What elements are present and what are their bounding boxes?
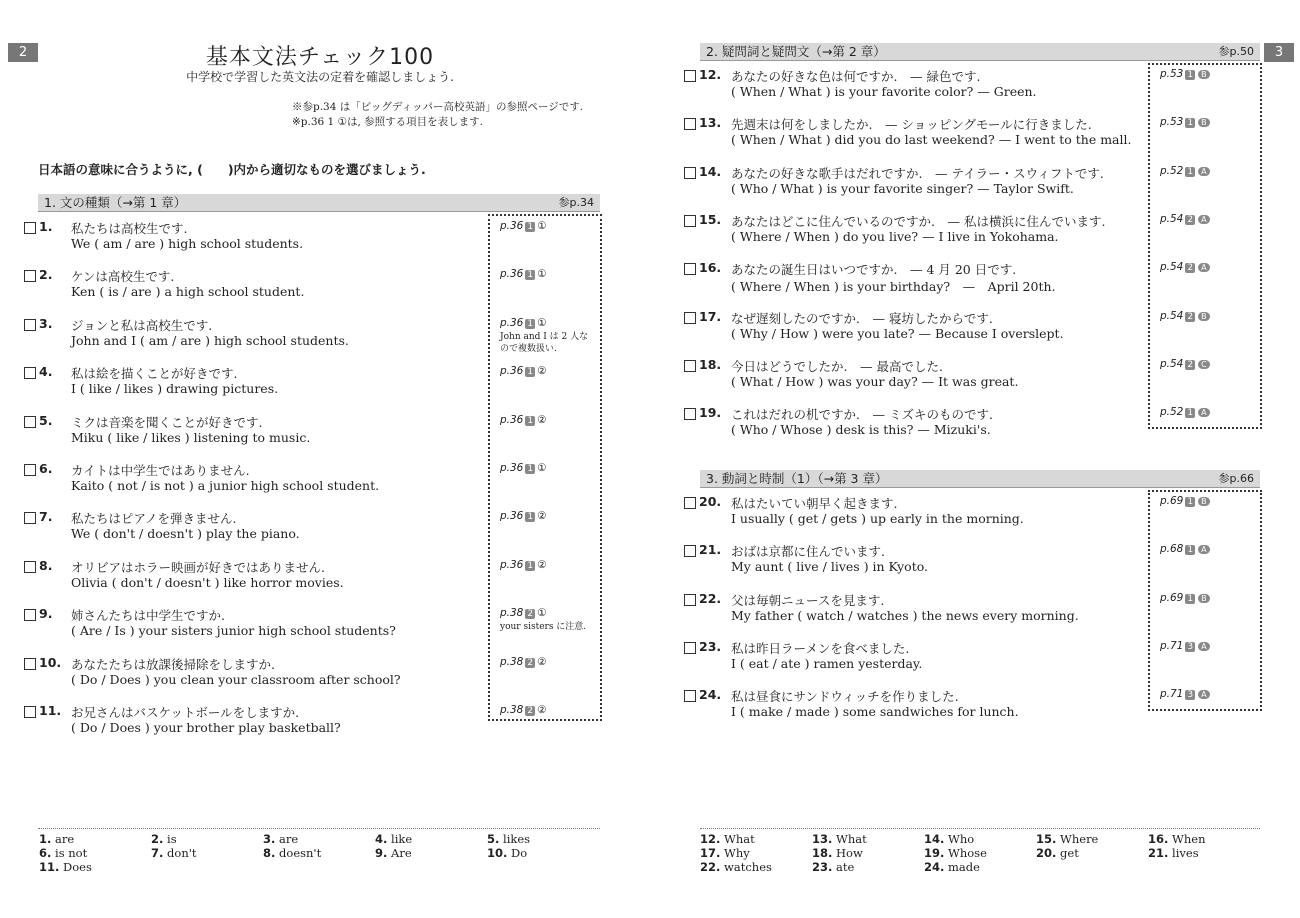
answer-text: made [948, 860, 980, 874]
reference-page: p.68 [1160, 543, 1184, 556]
page-reference [1160, 310, 1210, 322]
checkbox[interactable] [24, 658, 36, 670]
answer-number: 10. [487, 846, 508, 860]
question-english: ( Are / Is ) your sisters junior high school students? [71, 623, 396, 639]
reference-item: ② [537, 413, 547, 426]
reference-section-badge: 3 [1187, 641, 1194, 652]
question-number: 24. [699, 687, 722, 703]
answer-text: get [1060, 846, 1079, 860]
reference-section-badge: 1 [1187, 166, 1194, 177]
page-reference [500, 220, 547, 232]
checkbox[interactable] [24, 319, 36, 331]
section-header-1 [38, 194, 600, 212]
page-reference [500, 656, 547, 668]
reference-page: p.36 [500, 220, 524, 232]
question-english: ( What / How ) was your day? — It was great. [731, 373, 1019, 389]
question-english: ( Why / How ) were you late? — Because I overslept. [731, 325, 1064, 341]
answer-text: Are [391, 846, 412, 860]
page-reference [500, 510, 547, 522]
question-number: 4. [39, 364, 53, 380]
reference-item: ② [537, 558, 547, 571]
reference-section-badge: 2 [527, 657, 534, 668]
answer-item [924, 846, 987, 860]
reference-item: A [1198, 545, 1209, 554]
answer-text: doesn't [279, 846, 322, 860]
question-japanese: あなたの誕生日はいつですか. — 4 月 20 日です. [731, 262, 1017, 278]
section-header-3 [700, 470, 1260, 488]
reference-page: p.71 [1160, 688, 1184, 701]
answer-divider-left [38, 828, 600, 829]
checkbox[interactable] [24, 512, 36, 524]
section-ref: 参p.34 [558, 196, 594, 209]
reference-page: p.36 [500, 268, 524, 281]
reference-section-badge: 2 [1187, 359, 1194, 370]
reference-item: ② [537, 365, 547, 378]
answer-number: 11. [39, 860, 60, 874]
page-reference [1160, 68, 1210, 80]
answer-text: Does [63, 860, 92, 874]
reference-page: p.71 [1160, 639, 1184, 652]
answer-number: 12. [700, 832, 721, 846]
answer-item [151, 832, 177, 846]
reference-note-1: ※参p.34 は「ビッグディッパー高校英語」の参照ページです. [292, 101, 584, 113]
answer-number: 6. [39, 846, 52, 860]
question-number: 8. [39, 557, 53, 573]
reference-note: John and I は 2 人なので複数扱い. [500, 331, 589, 354]
reference-section-badge: 1 [527, 464, 534, 474]
answer-item [375, 832, 412, 846]
answer-number: 4. [375, 832, 388, 846]
section-ref: 参p.50 [1218, 45, 1254, 58]
question-number: 17. [699, 308, 722, 324]
checkbox[interactable] [24, 270, 36, 282]
reference-page: p.69 [1160, 495, 1184, 507]
question-japanese: ケンは高校生です. [71, 269, 175, 285]
answer-item [487, 846, 527, 860]
checkbox[interactable] [684, 118, 696, 130]
reference-item: B [1198, 497, 1210, 506]
reference-page: p.36 [500, 558, 524, 571]
answer-text: Whose [948, 846, 987, 860]
reference-item: ② [537, 704, 547, 716]
reference-section-badge: 2 [1187, 311, 1194, 322]
question-english: ( Do / Does ) your brother play basketball? [71, 720, 341, 735]
answer-item [487, 832, 530, 846]
question-english: We ( am / are ) high school students. [71, 236, 304, 251]
question-number: 2. [39, 267, 53, 283]
question-english: ( Who / Whose ) desk is this? — Mizuki's. [731, 422, 991, 438]
page-title: 基本文法チェック100 [205, 45, 435, 70]
answer-number: 20. [1036, 846, 1057, 860]
reference-section-badge: 1 [1187, 408, 1194, 419]
answer-item [812, 860, 854, 874]
page-reference [1160, 688, 1210, 700]
answer-item [151, 846, 197, 860]
reference-section-badge: 1 [527, 318, 534, 329]
question-english: ( Where / When ) is your birthday? — April 20th. [731, 279, 1056, 295]
page-reference [500, 268, 547, 280]
checkbox[interactable] [684, 312, 696, 324]
answer-item [39, 832, 74, 846]
question-japanese: 姉さんたちは中学生ですか. [71, 608, 225, 624]
question-english: I ( eat / ate ) ramen yesterday. [731, 655, 923, 671]
section-ref: 参p.66 [1218, 472, 1254, 485]
question-english: I ( make / made ) some sandwiches for lunch. [731, 704, 1019, 720]
question-japanese: あなたたちは放課後掃除をしますか. [71, 656, 275, 672]
question-number: 20. [699, 494, 722, 509]
answer-text: What [836, 832, 867, 846]
reference-item: A [1198, 215, 1209, 224]
page-reference [1160, 116, 1210, 128]
answer-text: lives [1172, 846, 1199, 860]
answer-number: 14. [924, 832, 945, 846]
checkbox[interactable] [684, 497, 696, 509]
reference-item: ① [537, 316, 547, 329]
answer-number: 24. [924, 860, 945, 874]
question-japanese: 父は毎朝ニュースを見ます. [731, 592, 885, 608]
reference-section-badge: 2 [527, 609, 534, 620]
reference-section-badge: 1 [527, 367, 534, 378]
answer-text: don't [167, 846, 197, 860]
checkbox[interactable] [24, 561, 36, 573]
answer-number: 15. [1036, 832, 1057, 846]
question-number: 22. [699, 590, 722, 606]
checkbox[interactable] [684, 263, 696, 275]
reference-page: p.38 [500, 607, 524, 620]
question-english: ( When / What ) did you do last weekend? — I went to the mall. [731, 132, 1132, 148]
answer-item [924, 832, 974, 846]
checkbox[interactable] [684, 167, 696, 179]
reference-page: p.53 [1160, 68, 1184, 80]
checkbox[interactable] [684, 594, 696, 606]
reference-page: p.36 [500, 413, 524, 426]
question-japanese: オリビアはホラー映画が好きではありません. [71, 559, 325, 575]
question-english: ( Where / When ) do you live? — I live in Yokohama. [731, 228, 1059, 244]
page-reference [500, 317, 592, 355]
section-label: 2. 疑問詞と疑問文（→第 2 章） [706, 44, 886, 59]
answer-number: 17. [700, 846, 721, 860]
question-number: 3. [39, 315, 53, 331]
question-japanese: あなたの好きな歌手はだれですか. — テイラー・スウィフトです. [731, 165, 1104, 181]
reference-section-badge: 3 [1187, 690, 1194, 701]
question-number: 15. [699, 211, 722, 227]
checkbox[interactable] [684, 408, 696, 420]
answer-item [1036, 846, 1079, 860]
reference-item: B [1198, 594, 1210, 603]
answer-text: likes [503, 832, 531, 846]
reference-page: p.38 [500, 655, 524, 668]
question-english: We ( don't / doesn't ) play the piano. [71, 526, 300, 542]
question-japanese: ミクは音楽を聞くことが好きです. [71, 414, 263, 430]
question-japanese: 私たちはピアノを弾きません. [71, 511, 237, 527]
question-japanese: お兄さんはバスケットボールをしますか. [71, 705, 300, 720]
answer-text: Why [724, 846, 750, 860]
page-reference [500, 365, 547, 377]
question-english: Kaito ( not / is not ) a junior high school student. [71, 478, 380, 493]
question-japanese: 私はたいてい朝早く起きます. [731, 496, 898, 511]
answer-item [263, 832, 298, 846]
reference-section-badge: 1 [1187, 70, 1194, 80]
question-number: 14. [699, 163, 722, 179]
question-number: 9. [39, 606, 53, 622]
question-english: My aunt ( live / lives ) in Kyoto. [731, 559, 928, 575]
reference-page: p.54 [1160, 357, 1184, 370]
reference-page: p.38 [500, 704, 524, 716]
reference-page: p.53 [1160, 116, 1184, 129]
page-reference [1160, 495, 1210, 507]
checkbox[interactable] [24, 416, 36, 428]
question-english: ( When / What ) is your favorite color? — Green. [731, 84, 1037, 99]
question-english: My father ( watch / watches ) the news every morning. [731, 607, 1079, 623]
answer-number: 3. [263, 832, 276, 846]
answer-text: How [836, 846, 863, 860]
reference-section-badge: 2 [1187, 263, 1194, 274]
answer-item [812, 832, 867, 846]
reference-item: ② [537, 655, 547, 668]
question-japanese: ジョンと私は高校生です. [71, 317, 213, 333]
page-reference [1160, 640, 1210, 652]
reference-section-badge: 1 [527, 512, 534, 523]
page-reference [500, 462, 547, 474]
reference-item: ① [537, 220, 547, 232]
question-english: John and I ( am / are ) high school students. [71, 332, 349, 348]
answer-number: 18. [812, 846, 833, 860]
reference-section-badge: 1 [527, 222, 534, 232]
question-number: 10. [39, 654, 62, 670]
checkbox[interactable] [24, 222, 36, 234]
reference-page: p.54 [1160, 261, 1184, 274]
question-number: 1. [39, 219, 53, 234]
question-japanese: 私たちは高校生です. [71, 221, 188, 236]
question-japanese: おばは京都に住んでいます. [731, 544, 885, 560]
checkbox[interactable] [24, 609, 36, 621]
answer-text: are [279, 832, 299, 846]
reference-section-badge: 2 [1187, 214, 1194, 225]
question-japanese: これはだれの机ですか. — ミズキのものです. [731, 407, 993, 423]
checkbox[interactable] [684, 545, 696, 557]
reference-section-badge: 1 [1187, 593, 1194, 604]
answer-number: 19. [924, 846, 945, 860]
answer-number: 1. [39, 832, 52, 846]
checkbox[interactable] [24, 367, 36, 379]
page-number-right: 3 [1264, 43, 1294, 62]
question-english: I ( like / likes ) drawing pictures. [71, 381, 279, 397]
answer-number: 8. [263, 846, 276, 860]
reference-page: p.36 [500, 365, 524, 378]
answer-item [812, 846, 863, 860]
checkbox[interactable] [24, 464, 36, 476]
reference-section-badge: 1 [527, 560, 534, 571]
answer-number: 9. [375, 846, 388, 860]
answer-number: 16. [1148, 832, 1169, 846]
question-japanese: 今日はどうでしたか. — 最高でした. [731, 358, 943, 374]
page-reference [1160, 592, 1210, 604]
answer-number: 5. [487, 832, 500, 846]
page-reference [1160, 406, 1210, 418]
reference-note-2: ※p.36 1 ①は, 参照する項目を表します. [292, 116, 483, 128]
answer-item [1148, 846, 1199, 860]
checkbox[interactable] [684, 360, 696, 372]
answer-text: are [55, 832, 75, 846]
answer-text: When [1172, 832, 1206, 846]
reference-section-badge: 1 [1187, 545, 1194, 556]
question-english: I usually ( get / gets ) up early in the morning. [731, 511, 1024, 526]
answer-item [375, 846, 412, 860]
page-reference [1160, 261, 1210, 273]
reference-page: p.54 [1160, 309, 1184, 322]
answer-text: is [167, 832, 177, 846]
answer-text: is not [55, 846, 88, 860]
section-label: 3. 動詞と時制（1）（→第 3 章） [706, 471, 888, 486]
question-japanese: なぜ遅刻したのですか. — 寝坊したからです. [731, 310, 993, 326]
answer-text: Do [511, 846, 528, 860]
answer-item [700, 846, 750, 860]
answer-number: 2. [151, 832, 164, 846]
page-reference [1160, 543, 1210, 555]
reference-item: C [1198, 360, 1210, 369]
reference-item: B [1198, 118, 1210, 127]
question-japanese: カイトは中学生ではありません. [71, 463, 250, 478]
answer-number: 7. [151, 846, 164, 860]
question-japanese: 先週末は何をしましたか. — ショッピングモールに行きました. [731, 117, 1092, 133]
answer-number: 22. [700, 860, 721, 874]
reference-page: p.36 [500, 316, 524, 329]
answer-divider-right [700, 828, 1260, 829]
answer-item [39, 846, 87, 860]
reference-item: A [1198, 263, 1209, 272]
question-english: Miku ( like / likes ) listening to music. [71, 429, 311, 445]
reference-section-badge: 1 [1187, 118, 1194, 129]
page-reference [500, 704, 547, 716]
reference-item: ① [537, 268, 547, 281]
page-reference [1160, 213, 1210, 225]
reference-item: ① [537, 607, 547, 620]
question-number: 16. [699, 260, 722, 276]
answer-number: 21. [1148, 846, 1169, 860]
answer-number: 13. [812, 832, 833, 846]
question-japanese: 私は絵を描くことが好きです. [71, 366, 238, 382]
page-reference [500, 559, 547, 571]
question-japanese: あなたの好きな色は何ですか. — 緑色です. [731, 69, 981, 84]
answer-item [263, 846, 321, 860]
page-number-left: 2 [8, 43, 38, 62]
checkbox[interactable] [684, 690, 696, 702]
answer-number: 23. [812, 860, 833, 874]
answer-item [1036, 832, 1098, 846]
question-japanese: あなたはどこに住んでいるのですか. — 私は横浜に住んでいます. [731, 213, 1106, 229]
question-english: ( Who / What ) is your favorite singer? — Taylor Swift. [731, 180, 1074, 196]
reference-section-badge: 1 [527, 270, 534, 281]
question-number: 19. [699, 405, 722, 421]
question-english: Olivia ( don't / doesn't ) like horror movies. [71, 574, 344, 590]
answer-item [39, 860, 92, 874]
reference-page: p.52 [1160, 406, 1184, 419]
checkbox[interactable] [684, 70, 696, 82]
reference-page: p.36 [500, 510, 524, 523]
answer-text: Who [948, 832, 975, 846]
answer-item [700, 832, 755, 846]
reference-item: A [1198, 408, 1209, 417]
question-english: ( Do / Does ) you clean your classroom after school? [71, 671, 401, 687]
question-number: 5. [39, 412, 53, 428]
reference-item: B [1198, 312, 1210, 321]
question-number: 7. [39, 509, 53, 525]
page-reference [1160, 165, 1210, 177]
question-japanese: 私は昨日ラーメンを食べました. [731, 640, 910, 656]
reference-item: ② [537, 510, 547, 523]
reference-page: p.52 [1160, 164, 1184, 177]
page-subtitle: 中学校で学習した英文法の定着を確認しましょう. [186, 70, 454, 84]
reference-section-badge: 2 [527, 706, 534, 716]
answer-item [1148, 832, 1205, 846]
question-number: 13. [699, 115, 722, 131]
answer-text: Where [1060, 832, 1099, 846]
answer-text: watches [724, 860, 772, 874]
question-number: 18. [699, 356, 722, 372]
reference-item: A [1198, 642, 1209, 651]
page-reference [500, 414, 547, 426]
reference-page: p.69 [1160, 591, 1184, 604]
question-number: 11. [39, 703, 62, 718]
reference-page: p.36 [500, 462, 524, 474]
checkbox[interactable] [684, 642, 696, 654]
question-number: 6. [39, 461, 53, 476]
reference-item: ① [537, 462, 547, 474]
reference-page: p.54 [1160, 212, 1184, 225]
reference-note: your sisters に注意. [500, 622, 587, 633]
answer-item [700, 860, 772, 874]
section-label: 1. 文の種類（→第 1 章） [44, 195, 187, 210]
reference-section-badge: 1 [527, 415, 534, 426]
question-number: 21. [699, 542, 722, 558]
question-english: Ken ( is / are ) a high school student. [71, 284, 305, 300]
answer-text: like [391, 832, 413, 846]
answer-text: ate [836, 860, 855, 874]
question-number: 23. [699, 638, 722, 654]
page-reference [500, 607, 592, 633]
instruction-text: 日本語の意味に合うように, ( )内から適切なものを選びましょう. [38, 162, 426, 177]
reference-section-badge: 1 [1187, 497, 1194, 507]
page-reference [1160, 358, 1210, 370]
section-header-2 [700, 43, 1260, 61]
checkbox[interactable] [24, 706, 36, 718]
question-japanese: 私は昼食にサンドウィッチを作りました. [731, 689, 959, 705]
checkbox[interactable] [684, 215, 696, 227]
answer-item [924, 860, 980, 874]
answer-text: What [724, 832, 755, 846]
reference-item: A [1198, 690, 1209, 699]
reference-item: B [1198, 70, 1210, 79]
question-number: 12. [699, 67, 722, 82]
reference-item: A [1198, 167, 1209, 176]
